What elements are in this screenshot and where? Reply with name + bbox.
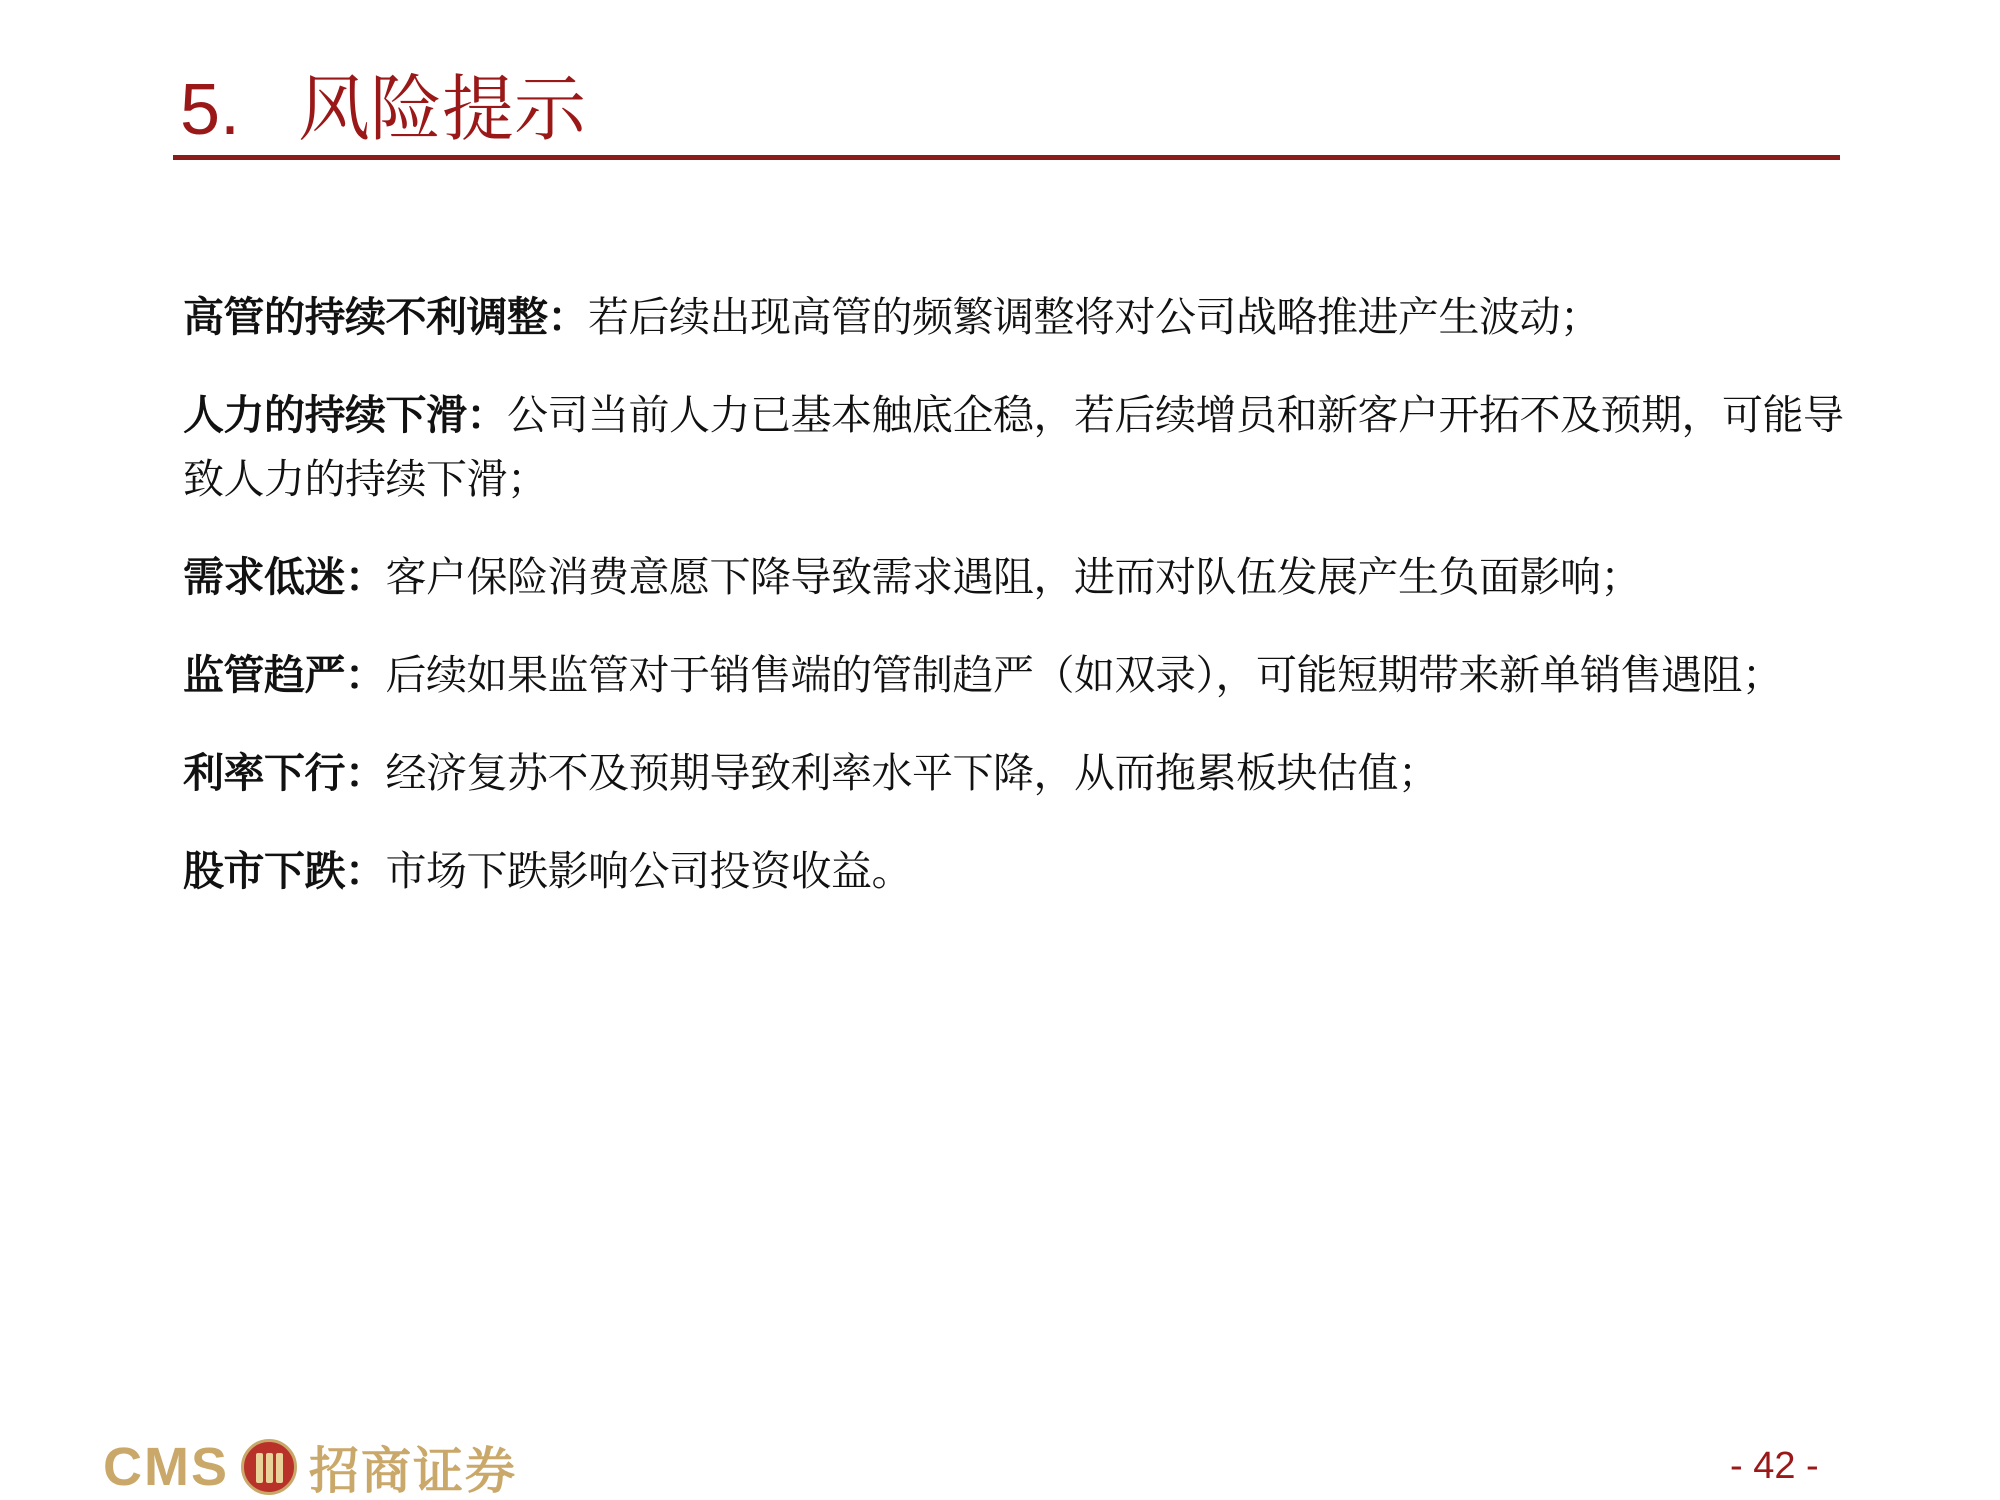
risk-term: 高管的持续不利调整： <box>183 293 588 341</box>
logo-chinese-text: 招商证券 <box>309 1441 517 1497</box>
risk-term: 需求低迷： <box>183 553 386 601</box>
risk-description: 若后续出现高管的频繁调整将对公司战略推进产生波动； <box>588 293 1601 341</box>
risk-term: 人力的持续下滑： <box>183 391 507 439</box>
risk-term: 利率下行： <box>183 749 386 797</box>
logo-latin-text: CMS <box>103 1437 229 1497</box>
risk-item-falling-rates <box>183 741 1873 805</box>
title-divider <box>173 155 1840 160</box>
page-title <box>180 60 586 160</box>
risk-description: 公司当前人力已基本触底企稳，若后续增员和新客户开拓不及预期，可能导致人力的持续下滑； <box>183 391 1844 503</box>
risk-description: 后续如果监管对于销售端的管制趋严（如双录），可能短期带来新单销售遇阻； <box>385 651 1783 699</box>
risk-item-agent-decline <box>183 383 1873 511</box>
section-number: 5. <box>180 70 241 150</box>
risk-item-weak-demand <box>183 545 1873 609</box>
risk-description: 客户保险消费意愿下降导致需求遇阻，进而对队伍发展产生负面影响； <box>385 553 1641 601</box>
risk-term: 股市下跌： <box>183 847 386 895</box>
section-title: 风险提示 <box>298 70 587 150</box>
cms-emblem-icon <box>241 1439 297 1495</box>
page-number: - 42 - <box>1730 1445 1819 1487</box>
risk-item-executive-changes <box>183 285 1873 349</box>
company-logo <box>103 1437 517 1497</box>
risk-item-stricter-regulation <box>183 643 1873 707</box>
risk-term: 监管趋严： <box>183 651 386 699</box>
risk-item-market-decline <box>183 839 1873 903</box>
risk-description: 经济复苏不及预期导致利率水平下降，从而拖累板块估值； <box>385 749 1439 797</box>
risk-description: 市场下跌影响公司投资收益。 <box>385 847 912 895</box>
risk-list <box>183 285 1873 937</box>
